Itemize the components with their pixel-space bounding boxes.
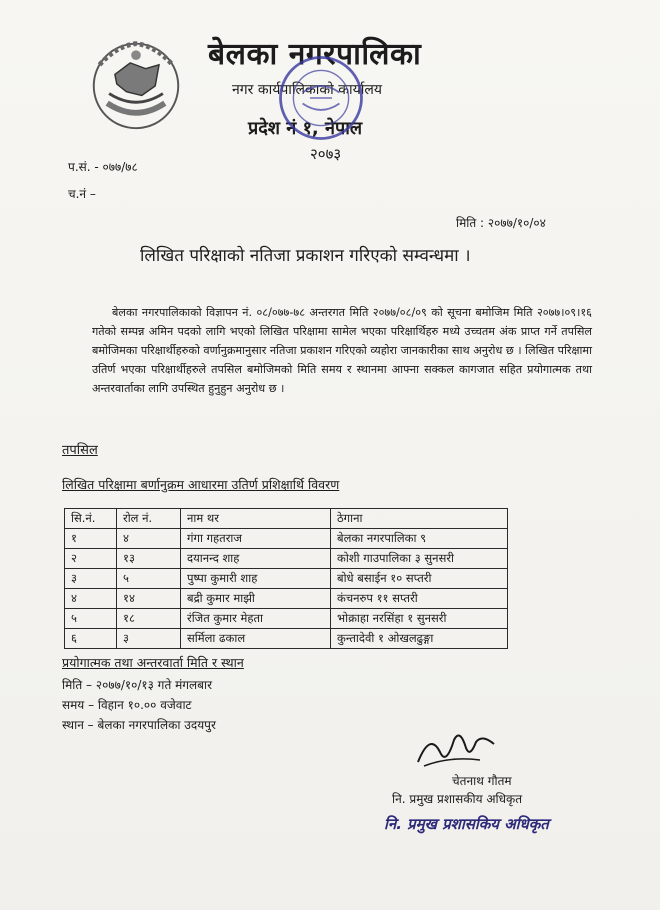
exam-place: स्थान – बेलका नगरपालिका उदयपुर xyxy=(62,718,216,732)
results-table-caption: लिखित परिक्षामा बर्णानुक्रम आधारमा उतिर्ण प्रशिक्षार्थि विवरण xyxy=(62,477,340,492)
header-serial: सि.नं. xyxy=(65,509,117,529)
cell-serial: ४ xyxy=(65,589,117,609)
office-name: नगर कार्यपालिकाको कार्यालय xyxy=(232,82,382,98)
cell-name: दयानन्द शाह xyxy=(181,549,331,569)
letter-subject: लिखित परिक्षाको नतिजा प्रकाशन गरिएको सम्वन्धमा । xyxy=(140,246,471,266)
cell-address: बेलका नगरपालिका ९ xyxy=(331,529,508,549)
cell-serial: १ xyxy=(65,529,117,549)
cell-address: बोधे बसाईन १० सप्तरी xyxy=(331,569,508,589)
cell-address: भोक्राहा नरसिंहा १ सुनसरी xyxy=(331,609,508,629)
signature-icon xyxy=(410,722,500,772)
organization-name: बेलका नगरपालिका xyxy=(208,37,422,72)
table-row xyxy=(65,549,508,569)
exam-date: मिति – २०७७/१०/१३ गते मंगलबार xyxy=(62,678,213,692)
header-name: नाम थर xyxy=(181,509,331,529)
header-roll: रोल नं. xyxy=(117,509,181,529)
cell-name: बद्री कुमार माझी xyxy=(181,589,331,609)
cell-serial: ६ xyxy=(65,629,117,649)
cell-roll: १८ xyxy=(117,609,181,629)
exam-time: समय – विहान १०.०० वजेवाट xyxy=(62,698,192,712)
cell-serial: ५ xyxy=(65,609,117,629)
signatory-stamp: नि. प्रमुख प्रशासकिय अधिकृत xyxy=(384,815,549,833)
letter-date: मिति : २०७७/१०/०४ xyxy=(456,216,546,230)
table-header-row xyxy=(65,509,508,529)
signatory-title: नि. प्रमुख प्रशासकीय अधिकृत xyxy=(392,792,523,806)
cell-address: कोशी गाउपालिका ३ सुनसरी xyxy=(331,549,508,569)
chalani-number: च.नं – xyxy=(68,187,96,201)
letter-body xyxy=(92,303,592,398)
header-address: ठेगाना xyxy=(331,509,508,529)
signatory-name: चेतनाथ गौतम xyxy=(452,774,512,788)
table-row xyxy=(65,609,508,629)
nepal-emblem-logo xyxy=(88,36,184,132)
office-seal-icon xyxy=(275,52,367,144)
cell-roll: १४ xyxy=(117,589,181,609)
table-row xyxy=(65,589,508,609)
table-row xyxy=(65,529,508,549)
cell-address: कंचनरुप ११ सप्तरी xyxy=(331,589,508,609)
cell-serial: २ xyxy=(65,549,117,569)
exam-schedule-heading: प्रयोगात्मक तथा अन्तरवार्ता मिति र स्थान xyxy=(62,655,244,670)
patra-sankhya: प.सं. - ०७७/७८ xyxy=(68,160,138,174)
cell-address: कुन्तादेवी १ ओखलढुङ्गा xyxy=(331,629,508,649)
established-year: २०७३ xyxy=(310,145,342,163)
cell-roll: ४ xyxy=(117,529,181,549)
cell-roll: १३ xyxy=(117,549,181,569)
table-row xyxy=(65,629,508,649)
cell-roll: ५ xyxy=(117,569,181,589)
tapasil-label: तपसिल xyxy=(62,443,98,458)
cell-name: सर्मिला ढकाल xyxy=(181,629,331,649)
table-row xyxy=(65,569,508,589)
cell-name: गंगा गहतराज xyxy=(181,529,331,549)
results-table xyxy=(64,508,508,649)
cell-name: रंजित कुमार मेहता xyxy=(181,609,331,629)
cell-roll: ३ xyxy=(117,629,181,649)
province-address: प्रदेश नं १, नेपाल xyxy=(248,118,363,139)
cell-serial: ३ xyxy=(65,569,117,589)
cell-name: पुष्पा कुमारी शाह xyxy=(181,569,331,589)
letter-body-text: बेलका नगरपालिकाको विज्ञापन नं. ०८/०७७-७८ अन्तरगत मिति २०७७/०८/०९ को सूचना बमोजिम मिति २०७७।०९।१६ गतेको सम्पन्न अमिन पदको लागि भएको लिखित परिक्षामा सामेल भएका परिक्षार्थिहरु मध्ये उच्चतम अंक प्राप्त गर्ने तपसिल बमोजिमका परिक्षार्थीहरुको वर्णानुक्रमानुसार नतिजा प्रकाशन गरिएको व्यहोरा जानकारीका साथ अनुरोध छ । लिखित परिक्षामा उतिर्ण भएका परिक्षार्थीहरुले तपसिल बमोजिमको मिति समय र स्थानमा आफ्ना सक्कल कागजात सहित प्रयोगात्मक तथा अन्तरवार्ताका लागि उपस्थित हुनुहुन अनुरोध छ । xyxy=(92,306,592,395)
